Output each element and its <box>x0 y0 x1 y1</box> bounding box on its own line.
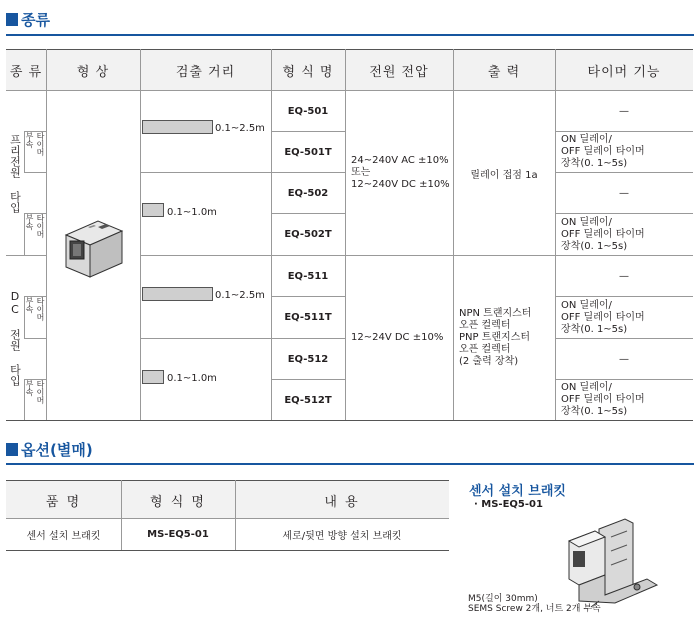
sub-divider <box>24 172 46 173</box>
model-name: EQ-512T <box>284 394 332 406</box>
timer-sub-label: 타이머 부속 <box>25 297 45 321</box>
distance-bar <box>142 287 213 301</box>
model-name: EQ-502T <box>284 229 332 240</box>
distance-bar <box>142 370 164 384</box>
distance-label: 0.1~2.5m <box>215 123 265 134</box>
header-distance: 검출 거리 <box>140 49 271 91</box>
model-name: EQ-502 <box>287 187 329 199</box>
timer-delay: ON 딜레이/ OFF 딜레이 타이머 장착(0. 1~5s) <box>561 134 645 169</box>
timer-none: — <box>619 187 629 199</box>
options-header-name: 품 명 <box>6 481 121 519</box>
timer-delay: ON 딜레이/ OFF 딜레이 타이머 장착(0. 1~5s) <box>561 382 645 417</box>
bracket-model: · MS-EQ5-01 <box>474 499 543 510</box>
section-marker-icon <box>6 443 18 456</box>
model-name: EQ-501T <box>284 146 332 158</box>
table-top-border <box>6 49 693 50</box>
table-bottom-border <box>6 550 449 551</box>
distance-label: 0.1~1.0m <box>167 207 217 218</box>
timer-none: — <box>619 353 629 365</box>
header-kind: 종 류 <box>6 49 46 91</box>
bracket-note-parts: SEMS Screw 2개, 너트 2개 부속 <box>468 604 601 614</box>
timer-none: — <box>619 270 629 282</box>
output-relay: 릴레이 접점 1a <box>470 169 538 181</box>
distance-bar <box>142 120 213 134</box>
options-header-model: 형 식 명 <box>121 481 235 519</box>
section-title-options: 옵션(별매) <box>6 439 93 460</box>
row-divider <box>140 338 271 339</box>
table-top-border <box>6 480 449 481</box>
options-header-content: 내 용 <box>235 481 449 519</box>
timer-sub-label: 타이머 부속 <box>25 132 45 156</box>
timer-sub-label: 타이머 부속 <box>25 380 45 404</box>
sensor-illustration <box>58 213 130 283</box>
distance-label: 0.1~1.0m <box>167 373 217 384</box>
model-name: EQ-512 <box>287 353 329 365</box>
section-marker-icon <box>6 13 18 26</box>
voltage-dc-power: 12~24V DC ±10% <box>351 332 444 343</box>
bracket-note-screw: M5(길이 30mm) <box>468 594 538 604</box>
group-label-dc-power: DC 전원 타입 <box>8 290 22 386</box>
header-output: 출 력 <box>453 49 555 91</box>
option-model: MS-EQ5-01 <box>147 529 209 540</box>
timer-delay: ON 딜레이/ OFF 딜레이 타이머 장착(0. 1~5s) <box>561 299 645 335</box>
row-divider <box>140 172 271 173</box>
timer-sub-label: 타이머 부속 <box>25 214 45 238</box>
voltage-free-power: 24~240V AC ±10% 또는 12~240V DC ±10% <box>351 155 450 190</box>
section-divider <box>6 34 694 36</box>
bracket-title: 센서 설치 브래킷 <box>469 484 566 499</box>
model-name: EQ-511 <box>287 270 329 282</box>
option-description: 세로/뒷면 방향 설치 브래킷 <box>282 531 402 542</box>
bracket-illustration <box>555 515 670 610</box>
header-timer: 타이머 기능 <box>555 49 693 91</box>
output-transistor: NPN 트랜지스터 오픈 컬렉터 PNP 트랜지스터 오픈 컬렉터 (2 출력 장착) <box>459 308 532 367</box>
model-name: EQ-501 <box>287 105 329 117</box>
header-shape: 형 상 <box>46 49 140 91</box>
table-bottom-border <box>6 420 693 421</box>
distance-label: 0.1~2.5m <box>215 290 265 301</box>
timer-delay: ON 딜레이/ OFF 딜레이 타이머 장착(0. 1~5s) <box>561 216 645 252</box>
section-divider <box>6 463 694 465</box>
distance-bar <box>142 203 164 217</box>
timer-none: — <box>619 105 629 117</box>
col-divider <box>140 49 141 420</box>
model-name: EQ-511T <box>284 312 332 323</box>
sub-divider <box>24 338 46 339</box>
col-divider <box>46 49 47 420</box>
option-name: 센서 설치 브래킷 <box>26 531 101 542</box>
section-title-types: 종류 <box>6 9 50 30</box>
group-label-free-power: 프리전원 타입 <box>8 133 22 213</box>
header-model: 형 식 명 <box>271 49 345 91</box>
group-divider <box>6 255 46 256</box>
header-voltage: 전원 전압 <box>345 49 453 91</box>
